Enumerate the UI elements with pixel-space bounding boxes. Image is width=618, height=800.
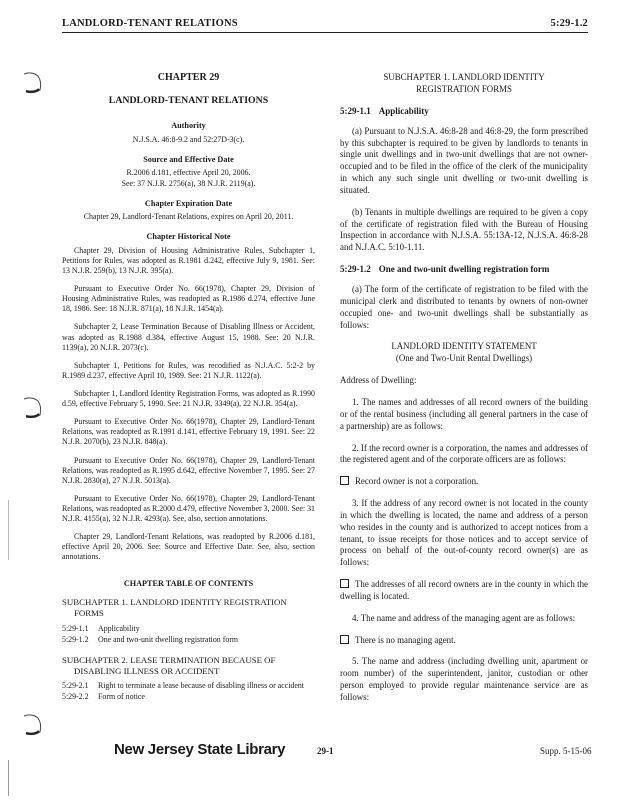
statement-subtitle: (One and Two-Unit Rental Dwellings) (395, 353, 533, 364)
section-paragraph: (a) Pursuant to N.J.S.A. 46:8-28 and 46:8-29, the form prescribed by this subchapter is required to be given by landlords to tenants in single unit dwellings and in two-unit dwellings that are not owner-occupied and to be filed in the office of the clerk of the municipality in which any such single unit dwelling or two-unit dwelling is situated. (340, 125, 588, 195)
checkbox[interactable] (340, 635, 349, 644)
toc-subchapter: SUBCHAPTER 2. LEASE TERMINATION BECAUSE OF DISABLING ILLNESS OR ACCIDENT (62, 654, 276, 676)
checkbox-label: Record owner is not a corporation. (355, 476, 479, 487)
checkbox-label: The addresses of all record owners are in the county in which the dwelling is located. (340, 579, 588, 601)
toc-entry-title: Applicability (98, 623, 140, 633)
history-paragraph: Pursuant to Executive Order No. 66(1978), Chapter 29, Landlord-Tenant Relations, was readopted as R.1995 d.642, effective November 7, 1995. See: 27 N.J.R. 2830(a), 27 N.J.R. 5013(a). (62, 455, 315, 485)
right-column (340, 72, 588, 714)
form-checkbox-row[interactable] (340, 635, 588, 647)
source-heading: Source and Effective Date (143, 154, 234, 164)
toc-entry-title: One and two-unit dwelling registration form (98, 634, 239, 644)
subchapter-heading: SUBCHAPTER 1. LANDLORD IDENTITY REGISTRATION FORMS (383, 72, 545, 94)
history-paragraph: Subchapter 1, Landlord Identity Registration Forms, was adopted as R.1990 d.59, effective February 5, 1990. See: 21 N.J.R. 3349(a), 22 N.J.R. 354(a). (62, 388, 315, 409)
history-paragraph: Chapter 29, Division of Housing Administrative Rules, Subchapter 1, Petitions for Rules, was adopted as R.1981 d.242, effective July 9, 1981. See: 13 N.J.R. 259(b), 13 N.J.R. 395(a). (62, 245, 315, 275)
address-label: Address of Dwelling: (340, 375, 417, 386)
toc-entry[interactable] (62, 681, 315, 691)
header-title: LANDLORD-TENANT RELATIONS (62, 18, 238, 29)
section-heading (340, 106, 588, 118)
toc-entry-number: 5:29-2.2 (62, 692, 89, 702)
history-paragraph: Pursuant to Executive Order No. 66(1978), Chapter 29, Landlord-Tenant Relations, was readopted as R.2000 d.479, effective November 3, 2000. See: 31 N.J.R. 4155(a), 32 N.J.R. 4293(a). See, also, section annotations. (62, 493, 315, 524)
authority-heading: Authority (171, 121, 206, 131)
left-column (62, 72, 315, 703)
form-item: 2. If the record owner is a corporation, the names and addresses of the registered agent and of the corporate officers are as follows: (340, 442, 588, 465)
form-checkbox-row[interactable] (340, 476, 588, 488)
toc-subchapter: SUBCHAPTER 1. LANDLORD IDENTITY REGISTRATION FORMS (62, 597, 287, 619)
section-number: 5:29-1.1 (340, 105, 371, 116)
punch-hole-mark (20, 70, 46, 96)
statement-title: LANDLORD IDENTITY STATEMENT (391, 341, 537, 352)
source-text: R.2006 d.181, effective April 20, 2006. See: 37 N.J.R. 2756(a), 38 N.J.R. 2119(a). (121, 168, 256, 188)
checkbox[interactable] (340, 476, 349, 485)
history-paragraph: Pursuant to Executive Order No. 66(1978), Chapter 29, Division of Housing Administrative Rules, was readopted as R.1986 d.274, effective June 18, 1986. See: 18 N.J.R. 871(a), 18 N.J.R. 1454(a). (62, 284, 315, 314)
running-header (62, 14, 588, 33)
section-title: One and two-unit dwelling registration form (378, 264, 550, 275)
toc-entry[interactable] (62, 692, 315, 702)
chapter-number: CHAPTER 29 (157, 72, 220, 83)
expiration-heading: Chapter Expiration Date (144, 198, 233, 208)
scan-edge-line (8, 760, 9, 796)
form-item: 4. The name and address of the managing agent are as follows: (352, 612, 576, 623)
toc-entry-number: 5:29-1.1 (62, 623, 89, 633)
expiration-text: Chapter 29, Landlord-Tenant Relations, expires on April 20, 2011. (83, 212, 294, 222)
section-paragraph: (a) The form of the certificate of registration to be filed with the municipal clerk and distributed to tenants by owners of non-owner occupied one- and two-unit dwellings shall be substantially as follows: (340, 284, 588, 330)
toc-entry[interactable] (62, 635, 315, 645)
checkbox[interactable] (340, 579, 349, 588)
chapter-title: LANDLORD-TENANT RELATIONS (108, 94, 269, 106)
section-paragraph: (b) Tenants in multiple dwellings are required to be given a copy of the certificate of registration filed with the Bureau of Housing Inspection in accordance with N.J.S.A. 55:13A-12, N.J.S.A. 46:8-28 and N.J.A.C. 5:10-1.11. (340, 206, 588, 253)
checkbox-label: There is no managing agent. (355, 634, 456, 645)
history-paragraph: Chapter 29, Landlord-Tenant Relations, was readopted by R.2006 d.181, effective April 20, 2006. See: Source and Effective Date. See, also, section annotations. (62, 532, 315, 562)
toc-heading: CHAPTER TABLE OF CONTENTS (123, 578, 254, 588)
history-paragraph: Subchapter 2, Lease Termination Because of Disabling Illness or Accident, was adopted as R.1988 d.384, effective August 15, 1988. See: 20 N.J.R. 1139(a), 20 N.J.R. 2073(c). (62, 322, 315, 352)
section-title: Applicability (378, 105, 429, 116)
toc-entry-number: 5:29-1.2 (62, 634, 89, 644)
supplement-date: Supp. 5-15-06 (540, 746, 592, 756)
toc-entry-title: Right to terminate a lease because of disabling illness or accident (98, 681, 304, 691)
authority-text: N.J.S.A. 46:8-9.2 and 52:27D-3(c). (132, 134, 245, 144)
toc-entry-number: 5:29-2.1 (62, 681, 89, 691)
header-section-number: 5:29-1.2 (550, 18, 588, 29)
toc-entry-title: Form of notice (98, 692, 145, 702)
form-checkbox-row[interactable] (340, 579, 588, 603)
form-item: 1. The names and addresses of all record owners of the building or of the rental business (including all general partners in the case of a partnership) are as follows: (340, 396, 588, 431)
history-paragraph: Pursuant to Executive Order No. 66(1978), Chapter 29, Landlord-Tenant Relations, was readopted as R.1991 d.141, effective February 19, 1991. See: 22 N.J.R. 2070(b), 23 N.J.R. 848(a). (62, 417, 315, 447)
form-item: 3. If the address of any record owner is not located in the county in which the dwelling is located, the name and address of a person who resides in the county and is authorized to accept notices from a tenant, to issue receipts for those notices and to accept service of process on behalf of the out-of-county record owner(s) are as follows: (340, 498, 588, 568)
form-item: 5. The name and address (including dwelling unit, apartment or room number) of the superintendent, janitor, custodian or other person employed to provide regular maintenance service are as follows: (340, 656, 588, 702)
scan-edge-line (8, 500, 9, 560)
page-number: 29-1 (317, 746, 334, 756)
section-heading (340, 264, 588, 276)
history-heading: Chapter Historical Note (146, 232, 231, 242)
section-number: 5:29-1.2 (340, 264, 371, 275)
punch-hole-mark (20, 712, 46, 738)
punch-hole-mark (20, 395, 46, 421)
toc-entry[interactable] (62, 624, 315, 634)
library-watermark: New Jersey State Library (114, 741, 286, 758)
history-paragraph: Subchapter 1, Petitions for Rules, was recodified as N.J.A.C. 5:2-2 by R.1989 d.237, effective April 10, 1989. See: 21 N.J.R. 1122(a). (62, 360, 315, 380)
